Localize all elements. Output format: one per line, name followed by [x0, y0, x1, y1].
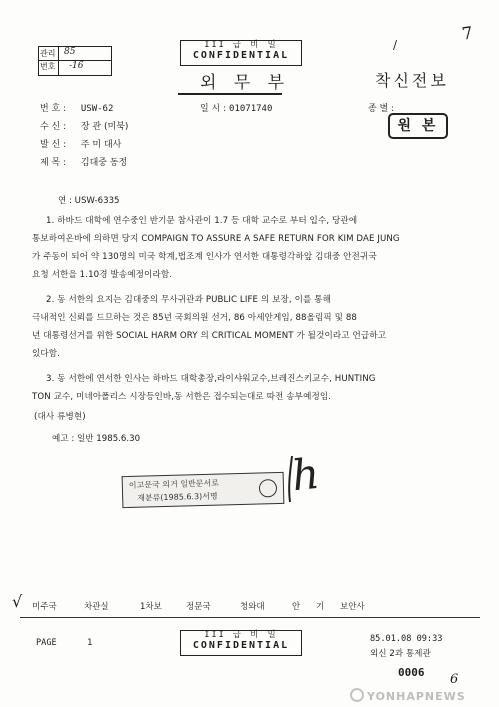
control-number: 0006	[398, 666, 425, 679]
original-stamp: 원 본	[388, 113, 448, 139]
category-label: 종 별 :	[368, 104, 395, 114]
classification-stamp-bottom	[180, 630, 302, 656]
stamp-line-1: 이고문국 의거 일반문서로	[128, 478, 220, 490]
ministry-underline	[178, 93, 282, 95]
routing-divider	[20, 617, 480, 618]
routing-item: 청와대	[240, 602, 265, 612]
reference-line: 연 : USW-6335	[58, 196, 120, 206]
registry-row2-label: 번호	[40, 62, 56, 71]
receiving-office: 외신 2과 통제관	[370, 649, 431, 659]
top-right-mark: 7	[460, 23, 475, 45]
telegram-type: 착신전보	[375, 71, 449, 90]
subject-label: 제 목 :	[40, 158, 67, 168]
routing-item: 안	[292, 602, 301, 612]
registry-row1-value: 85	[64, 47, 76, 57]
date-value: 01071740	[229, 104, 273, 114]
subject-value: 김대중 동정	[80, 158, 128, 168]
classification-english: CONFIDENTIAL	[192, 50, 290, 62]
routing-item: 정문국	[186, 602, 211, 612]
page-number: 1	[87, 638, 93, 648]
date-label: 일 시 :	[200, 104, 227, 114]
ambassador-signoff: (대사 류병현)	[34, 412, 86, 422]
body-line: TON 교수, 미네아폴리스 시장등인바,동 서한은 접수되는대로 따전 송부예정임.	[32, 392, 332, 402]
routing-item: 보안사	[340, 602, 365, 612]
stamp-line-2: 재분류(1985.6.3)서명	[137, 491, 218, 503]
number-label: 번 호 :	[40, 104, 67, 114]
classification-korean: III 급 비 밀	[204, 40, 278, 50]
page-label: PAGE	[36, 638, 57, 648]
registry-row2-value: -16	[69, 61, 84, 71]
registry-row1-label: 관리	[40, 49, 56, 58]
body-line: 통보하여온바에 의하면 당지 COMPAIGN TO ASSURE A SAFE RETURN FOR KIM DAE JUNG	[32, 234, 400, 244]
number-value: USW-62	[80, 104, 114, 114]
body-line: 있다함.	[32, 349, 61, 359]
signature-scribble-icon	[284, 452, 314, 504]
slash-mark: /	[393, 38, 398, 52]
reclassification-stamp	[122, 472, 285, 508]
recipient-value: 장 관 (미북)	[80, 122, 129, 132]
routing-checkmark: √	[12, 592, 23, 611]
routing-item: 기	[316, 602, 325, 612]
routing-item: 1차보	[140, 602, 162, 612]
body-line: 2. 동 서한의 요지는 김대중의 무사귀관과 PUBLIC LIFE 의 보장, 이를 통해	[46, 295, 332, 305]
body-line: 년 대통령선거를 위한 SOCIAL HARM ORY 의 CRITICAL MOMENT 가 될것이라고 언급하고	[32, 331, 387, 341]
body-line: 요청 서한을 1.10경 발송예정이라함.	[32, 270, 173, 280]
classification-english: CONFIDENTIAL	[192, 640, 290, 652]
header-number-row	[40, 101, 113, 114]
watermark-logo-icon	[350, 688, 364, 702]
sender-value: 주 미 대사	[80, 140, 122, 150]
header-sender-row	[40, 137, 121, 150]
stamp-seal	[259, 479, 277, 497]
sender-label: 발 신 :	[40, 140, 67, 150]
page-indicator	[36, 638, 92, 648]
classification-stamp-top	[180, 40, 302, 66]
registry-number-box	[38, 46, 112, 76]
routing-item: 미주국	[32, 602, 57, 612]
classification-korean: III 급 비 밀	[204, 630, 278, 640]
ministry-title: 외 무 부	[200, 73, 291, 93]
recipient-label: 수 신 :	[40, 122, 67, 132]
header-subject-row	[40, 155, 127, 168]
declassification-note: 예고 : 일반 1985.6.30	[52, 434, 141, 444]
body-line: 1. 하바드 대학에 연수중인 반기문 참사관이 1.7 등 대학 교수로 부터 입수, 당관에	[46, 216, 358, 226]
signature: h	[289, 448, 322, 501]
watermark: YONHAPNEWS	[350, 688, 466, 703]
body-line: 가 주동이 되어 약 130명의 미국 학계,법조계 인사가 연서한 대통령각하앞 김대중 안전귀국	[32, 252, 377, 262]
body-line: 3. 동 서한에 연서한 인사는 하바드 대학총장,라이샤워교수,브레진스키교수, HUNTING	[46, 374, 376, 384]
header-recipient-row	[40, 119, 128, 132]
received-datetime: 85.01.08 09:33	[370, 634, 443, 644]
footer-slash: 6	[450, 672, 459, 687]
date-row	[200, 101, 272, 114]
body-line: 극내적인 신뢰를 드므하는 것은 85년 국회의원 선거, 86 아세안게임, 88올림픽 및 88	[32, 313, 357, 323]
routing-item: 차관실	[84, 602, 109, 612]
